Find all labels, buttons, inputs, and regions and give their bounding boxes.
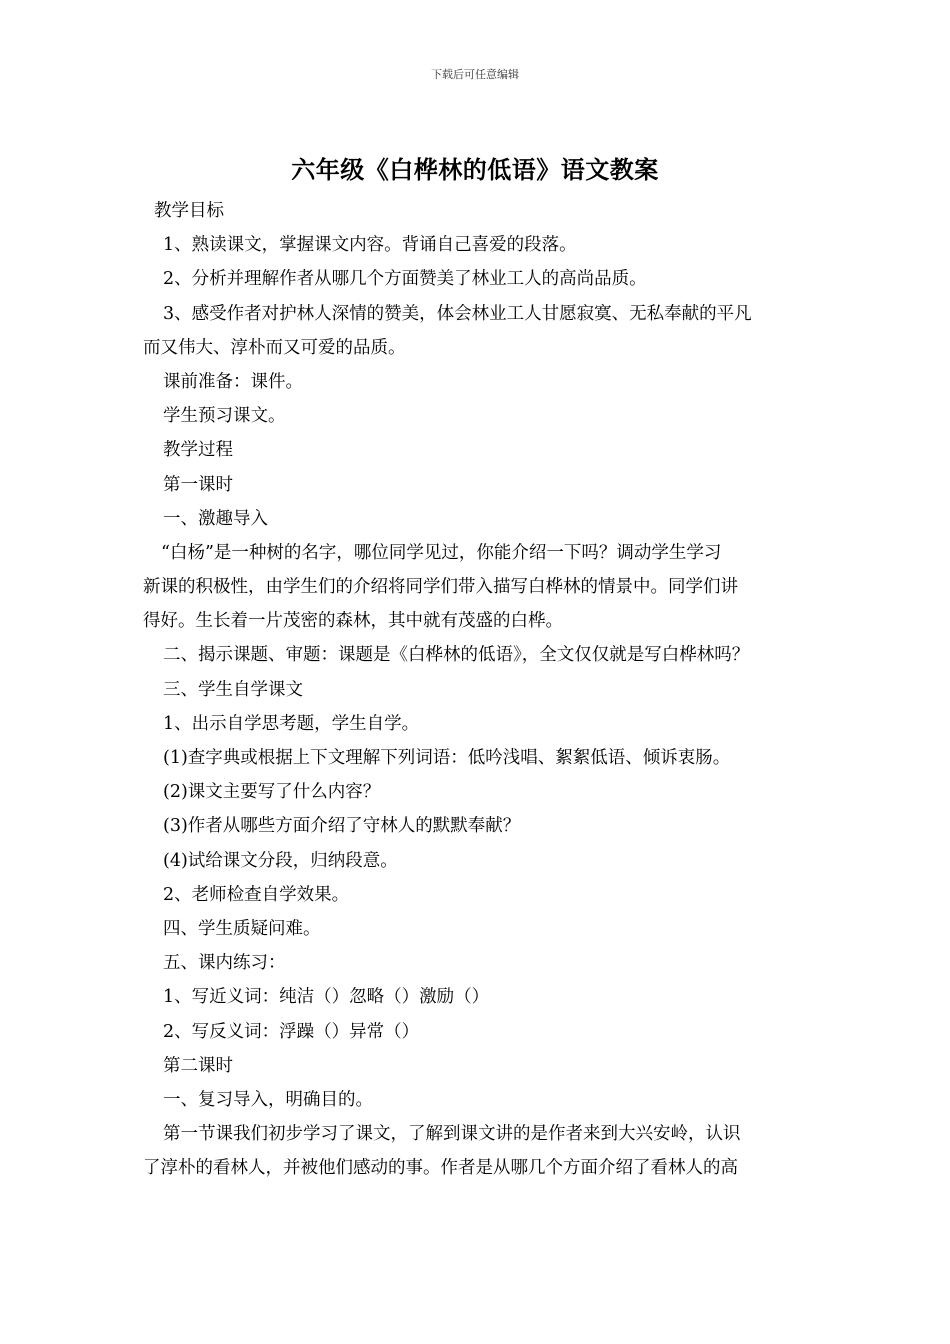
lesson-heading-second: 第二课时 — [163, 1055, 233, 1076]
paragraph-line: 第一节课我们初步学习了课文，了解到课文讲的是作者来到大兴安岭，认识 — [163, 1124, 741, 1145]
section-heading-objectives: 教学目标 — [154, 201, 224, 221]
question-item-2: (2)课文主要写了什么内容？ — [163, 782, 381, 803]
objective-item-1: 1、熟读课文，掌握课文内容。背诵自己喜爱的段落。 — [163, 235, 577, 256]
paragraph-line: 新课的积极性，由学生们的介绍将同学们带入描写白桦林的情景中。同学们讲 — [143, 577, 738, 598]
question-item-4: (4)试给课文分段，归纳段意。 — [163, 850, 398, 871]
lesson-heading-first: 第一课时 — [163, 474, 233, 495]
objective-item-3-continued: 而又伟大、淳朴而又可爱的品质。 — [143, 337, 406, 358]
page-header-note: 下载后可任意编辑 — [431, 68, 519, 81]
exercise-antonyms: 2、写反义词：浮躁（）异常（） — [163, 1021, 420, 1042]
exercise-synonyms: 1、写近义词：纯洁（）忽略（）激励（） — [163, 987, 490, 1008]
preview-line: 学生预习课文。 — [163, 406, 286, 427]
step-heading-intro: 一、激趣导入 — [163, 508, 268, 529]
step-heading-exercises: 五、课内练习： — [163, 953, 286, 974]
section-heading-process: 教学过程 — [163, 440, 233, 461]
paragraph-line: 了淳朴的看林人，并被他们感动的事。作者是从哪几个方面介绍了看林人的高 — [143, 1158, 738, 1179]
document-title: 六年级《白桦林的低语》语文教案 — [291, 155, 659, 184]
document-body — [143, 194, 809, 1185]
step-heading-self-study: 三、学生自学课文 — [163, 679, 303, 700]
step-heading-topic: 二、揭示课题、审题：课题是《白桦林的低语》，全文仅仅就是写白桦林吗？ — [163, 645, 750, 666]
list-item: 1、出示自学思考题，学生自学。 — [163, 713, 420, 734]
paragraph-line: 得好。生长着一片茂密的森林，其中就有茂盛的白桦。 — [143, 611, 563, 632]
paragraph-line: “白杨”是一种树的名字，哪位同学见过，你能介绍一下吗？调动学生学习 — [161, 542, 722, 563]
step-heading-questions: 四、学生质疑问难。 — [163, 918, 321, 939]
question-item-1: (1)查字典或根据上下文理解下列词语：低吟浅唱、絮絮低语、倾诉衷肠。 — [163, 748, 731, 768]
question-item-3: (3)作者从哪些方面介绍了守林人的默默奉献？ — [163, 816, 521, 837]
step-heading-review: 一、复习导入，明确目的。 — [163, 1089, 373, 1110]
objective-item-3: 3、感受作者对护林人深情的赞美，体会林业工人甘愿寂寞、无私奉献的平凡 — [163, 303, 752, 324]
list-item: 2、老师检查自学效果。 — [163, 884, 350, 905]
preparation-line: 课前准备：课件。 — [163, 371, 303, 392]
objective-item-2: 2、分析并理解作者从哪几个方面赞美了林业工人的高尚品质。 — [163, 269, 647, 290]
